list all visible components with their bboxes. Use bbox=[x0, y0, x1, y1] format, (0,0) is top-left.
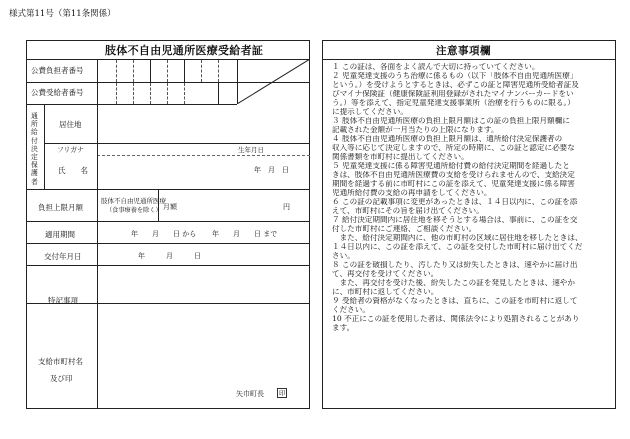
form-number: 様式第11号（第11条関係） bbox=[9, 9, 116, 19]
public-recipient-label: 公費受給者番号 bbox=[31, 88, 84, 97]
notes-field[interactable] bbox=[99, 268, 307, 302]
notice-line: さい。 bbox=[332, 252, 355, 260]
notice-line: ください。 bbox=[332, 306, 370, 314]
notice-line: きは、肢体不自由児通所医療費の支給を受けられませんので、支給決定 bbox=[332, 171, 575, 179]
municipality-line1: 支給市町村名 bbox=[38, 357, 83, 366]
notice-line: 付した市町村にご連絡、ご相談ください。 bbox=[332, 225, 477, 233]
monthly-label: 月額 bbox=[163, 203, 177, 211]
mayor-label: 矢巾町長 bbox=[236, 390, 264, 398]
notice-line: という。）を受けようとするときは、必ずこの証と障害児通所受給者証及 bbox=[332, 81, 579, 89]
notice-title: 注意事項欄 bbox=[436, 45, 491, 57]
limit-label: 負担上限月額 bbox=[38, 203, 83, 212]
notice-line: 収入等に応じて決定しますので、所定の時期に、この証と認定に必要な bbox=[332, 144, 575, 152]
notice-line: １４日以内に、この証を添えて、この証を交付した市町村に届け出てくだ bbox=[332, 243, 583, 251]
limit-desc-line2: （食事療養を除く） bbox=[106, 207, 162, 214]
notice-line: また、給付決定期間内に、他の市町村の区域に居住地を移したときは、 bbox=[332, 234, 583, 242]
guardian-side-label: 通所給付決定保護者 bbox=[31, 112, 38, 186]
name-label: 氏 名 bbox=[58, 166, 88, 175]
notes-label: 特記事項 bbox=[48, 296, 78, 305]
notice-line: て、再交付を受けてください。 bbox=[332, 270, 439, 278]
address-label: 居住地 bbox=[59, 120, 82, 129]
notice-line: ２ 児童発達支援のうち治療に係るもの（以下「肢体不自由児通所医療」 bbox=[332, 72, 578, 80]
notice-line: ８ この証を破損したり、汚したり又は紛失したときは、速やかに届け出 bbox=[332, 261, 578, 269]
issued-value[interactable]: 年 月 日 bbox=[138, 252, 201, 260]
seal-icon: 印 bbox=[279, 389, 286, 397]
name-field[interactable] bbox=[98, 157, 238, 187]
birthdate-label: 生年月日 bbox=[238, 146, 264, 154]
notice-line: ９ 受給者の資格がなくなったときは、直ちに、この証を市町村に返して bbox=[332, 297, 578, 305]
notice-line: に提示してください。 bbox=[332, 108, 408, 116]
notice-line: 期間を経過する前に市町村にこの証を添えて、児童発達支援に係る障害 bbox=[332, 180, 575, 188]
limit-amount-field[interactable] bbox=[180, 192, 280, 218]
limit-desc-line1: 肢体不自由児通所医療 bbox=[101, 197, 166, 205]
period-label: 適用期間 bbox=[45, 230, 75, 239]
notice-line: 記載された金額が一月当たりの上限になります。 bbox=[332, 126, 499, 134]
seal-box bbox=[277, 388, 287, 398]
notice-line: に、市町村に返してください。 bbox=[332, 288, 439, 296]
furigana-label: フリガナ bbox=[57, 146, 84, 154]
yen-label: 円 bbox=[283, 203, 290, 211]
card-title: 肢体不自由児通所医療受給者証 bbox=[105, 44, 264, 57]
notice-line: 関係書類を市町村に提出してください。 bbox=[332, 153, 469, 161]
issued-label: 交付年月日 bbox=[44, 252, 82, 261]
notice-line: 10 不正にこの証を使用した者は、関係法令により処罰されることがあり bbox=[332, 315, 580, 323]
notice-line: う。）等を添えて、指定児童発達支援事業所（治療を行うものに限る。） bbox=[332, 99, 575, 107]
period-to[interactable]: 年 月 日 まで bbox=[212, 230, 278, 238]
notice-line: びマイナ保険証（健康保険証利用登録がされたマイナンバーカードをい bbox=[332, 90, 574, 98]
birth-ymd: 年 月 日 bbox=[254, 166, 289, 174]
notice-line: ３ 肢体不自由児通所医療の負担上限月額はこの証の負担上限月額欄に bbox=[332, 117, 570, 125]
notice-line: ７ 給付決定期間内に居住地を移そうとする場合は、事前に、この証を交 bbox=[332, 216, 578, 224]
notice-line: ます。 bbox=[332, 324, 355, 332]
blank-cell-diagonal bbox=[237, 59, 310, 104]
notice-line: ６ この証の記載事項に変更があったときは、１４日以内に、この証を添 bbox=[332, 198, 578, 206]
municipality-line2: 及び印 bbox=[50, 374, 73, 383]
notice-line: １ この証は、各面をよく読んで大切に持っていてください。 bbox=[332, 63, 540, 71]
address-field[interactable] bbox=[98, 106, 308, 142]
public-payer-label: 公費負担者番号 bbox=[31, 66, 84, 75]
notice-line: ５ 児童発達支援に係る障害児通所給付費の給付決定期間を経過したと bbox=[332, 162, 570, 170]
notice-line: えて、市町村にその旨を届け出てください。 bbox=[332, 207, 484, 215]
period-from[interactable]: 年 月 日 から bbox=[131, 230, 197, 238]
notice-line: ４ 肢体不自由児通所医療の負担上限月額は、通所給付決定保護者の bbox=[332, 135, 563, 143]
notice-line: 児通所給付費の支給の再申請をしてください。 bbox=[332, 189, 492, 197]
notice-line: また、再交付を受けた後、紛失したこの証を発見したときは、速やか bbox=[332, 279, 575, 287]
